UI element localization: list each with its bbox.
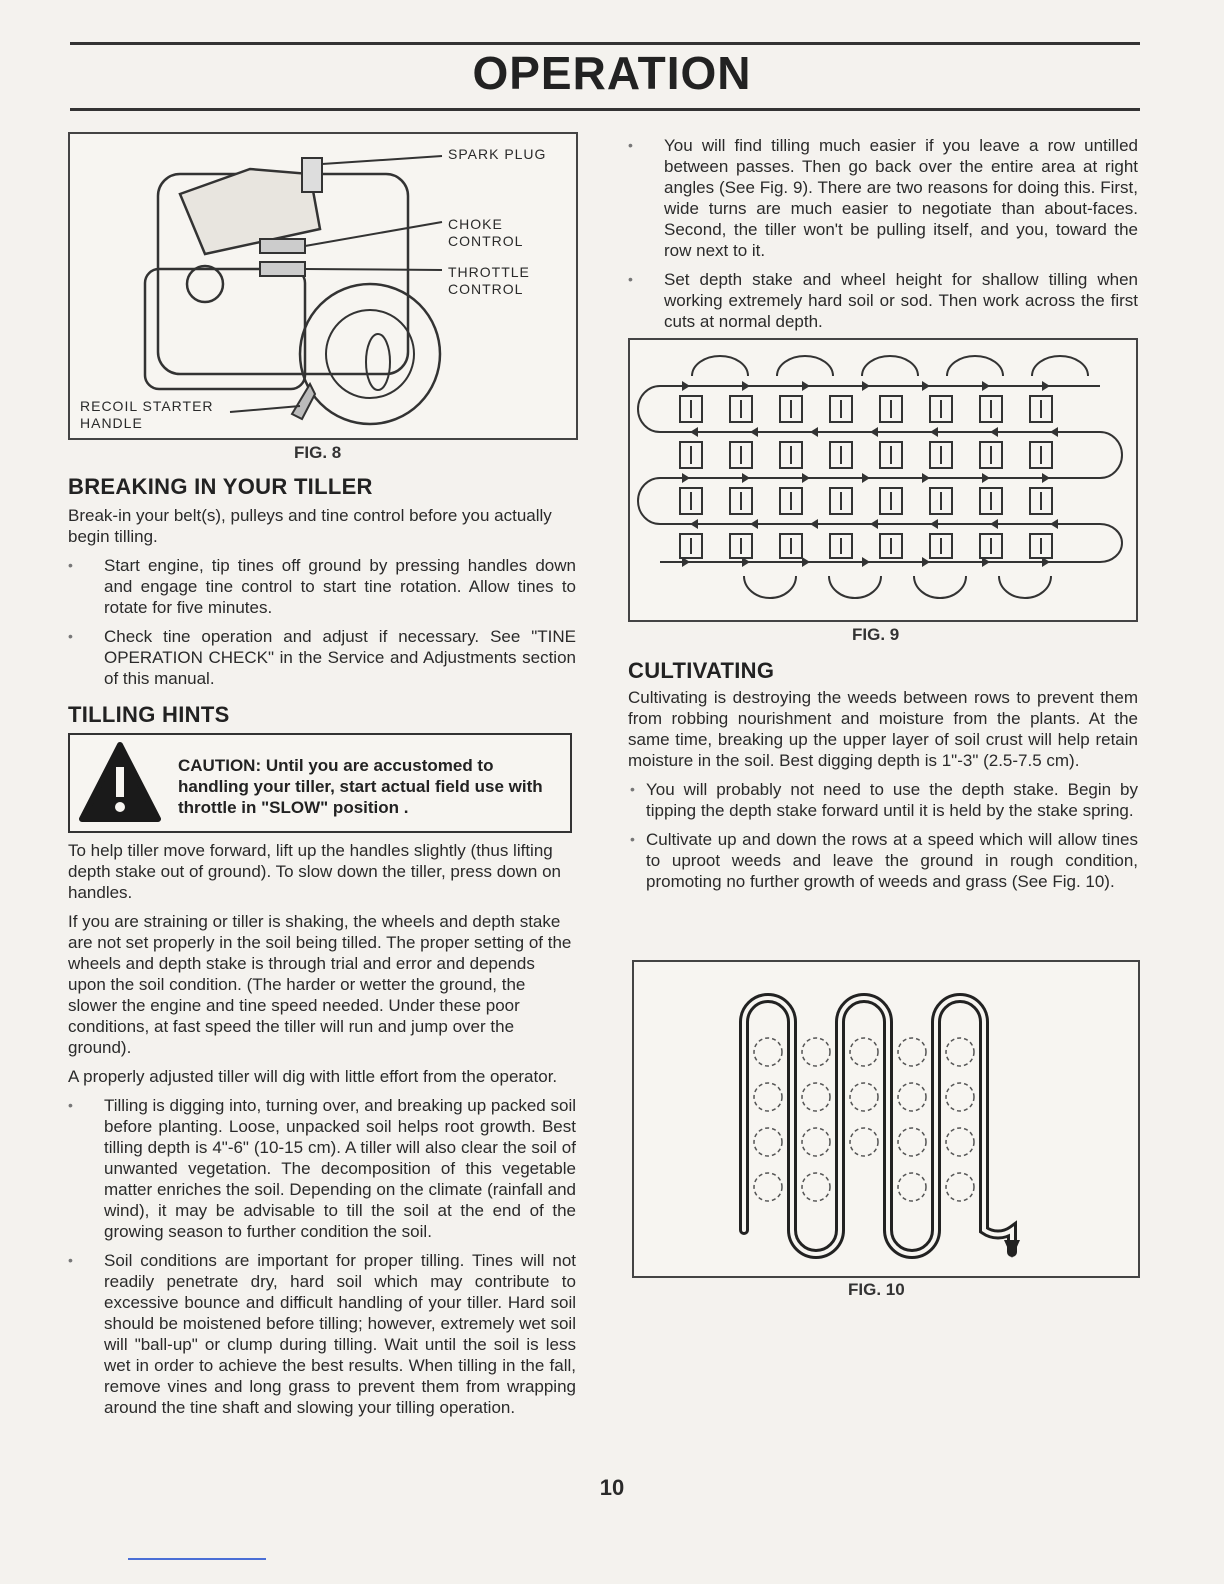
direction-arrow: [742, 381, 750, 391]
tilling-hints-list: [68, 1095, 576, 1418]
cultivating-section: [628, 660, 1138, 900]
breaking-in-section: [68, 476, 576, 697]
caution-box: [68, 733, 572, 833]
list-item: • Tilling is digging into, turning over, and breaking up packed soil before planting. Loose, unpacked soil helps root growth. Best tilling depth is 4"-6" (10-15 cm). A tiller will also clear the soil of unwanted vegetation. The decomposition of this vegetable matter enriches the soil. Depending on the climate (rainfall and wind), it may be advisable to till the soil at the end of the growing season to further condition the soil.: [68, 1095, 576, 1242]
direction-arrow: [802, 381, 810, 391]
warning-icon: [70, 735, 170, 831]
bottom-link-line: [128, 1558, 266, 1560]
list-item: • Cultivate up and down the rows at a speed which will allow tines to uproot weeds and leave the ground in rough condition, promoting no further growth of weeds and grass (See Fig. 10).: [628, 829, 1138, 892]
turn-arc: [999, 576, 1051, 598]
side-loop: [1100, 524, 1122, 562]
direction-arrow: [1042, 473, 1050, 483]
page-title: OPERATION: [472, 47, 752, 99]
direction-arrow: [862, 381, 870, 391]
cultivating-list: [628, 779, 1138, 892]
direction-arrow: [990, 427, 998, 437]
direction-arrow: [690, 519, 698, 529]
page-number: 10: [599, 1475, 625, 1500]
label-recoil-starter: RECOIL STARTER HANDLE: [80, 398, 214, 431]
title-rule: [70, 108, 1140, 111]
direction-arrow: [810, 519, 818, 529]
direction-arrow: [810, 427, 818, 437]
breaking-in-list: [68, 555, 576, 689]
fig9-illustration: [628, 338, 1138, 622]
direction-arrow: [982, 381, 990, 391]
direction-arrow: [750, 427, 758, 437]
label-spark-plug: SPARK PLUG: [448, 146, 547, 162]
turn-arc: [1032, 356, 1088, 376]
direction-arrow: [802, 473, 810, 483]
direction-arrow: [682, 381, 690, 391]
direction-arrow: [802, 557, 810, 567]
fig10-illustration: [632, 960, 1140, 1278]
list-item: • Start engine, tip tines off ground by pressing handles down and engage tine control to start tine rotation. Allow tines to rotate for five minutes.: [68, 555, 576, 618]
direction-arrow: [690, 427, 698, 437]
turn-arc: [862, 356, 918, 376]
direction-arrow: [742, 473, 750, 483]
tilling-paragraph: A properly adjusted tiller will dig with little effort from the operator.: [68, 1067, 558, 1086]
direction-arrow: [922, 381, 930, 391]
turn-arc: [829, 576, 881, 598]
tilling-hints-heading: TILLING HINTS: [68, 702, 230, 727]
direction-arrow: [922, 557, 930, 567]
cultivating-heading: CULTIVATING: [628, 658, 775, 683]
fig10-caption: FIG. 10: [848, 1280, 905, 1299]
direction-arrow: [982, 473, 990, 483]
list-item: • Check tine operation and adjust if necessary. See "TINE OPERATION CHECK" in the Service and Adjustments section of this manual.: [68, 626, 576, 689]
tilling-paragraph: If you are straining or tiller is shaking, the wheels and depth stake are not set properly in the soil being tilled. The proper setting of the wheels and depth stake is through trial and error and depends upon the soil condition. (The harder or wetter the ground, the slower the engine and tine speed needed. Under these poor conditions, at fast speed the tiller will run and jump over the ground).: [68, 912, 572, 1057]
turn-arc: [744, 576, 796, 598]
direction-arrow: [930, 519, 938, 529]
cultivating-intro: Cultivating is destroying the weeds between rows to prevent them from robbing nourishment and moisture from the plants. At the same time, breaking up the upper layer of soil crust will help retain moisture in the soil. Best digging depth is 1"-3" (2.5-7.5 cm).: [628, 688, 1138, 770]
breaking-in-intro: Break-in your belt(s), pulleys and tine control before you actually begin tilling.: [68, 506, 552, 546]
fig8-caption: FIG. 8: [294, 443, 342, 462]
turn-arc: [947, 356, 1003, 376]
top-rule: [70, 42, 1140, 45]
direction-arrow: [870, 519, 878, 529]
label-throttle-control: THROTTLE CONTROL: [448, 264, 530, 297]
tilling-hints-body: [68, 840, 576, 1426]
breaking-in-heading: BREAKING IN YOUR TILLER: [68, 474, 373, 499]
turn-arc: [777, 356, 833, 376]
right-tips-list: [628, 135, 1138, 332]
side-loop: [638, 386, 660, 432]
tilling-paragraph: To help tiller move forward, lift up the handles slightly (thus lifting depth stake out of ground). To slow down the tiller, press down on handles.: [68, 841, 561, 902]
list-item: • Set depth stake and wheel height for shallow tilling when working extremely hard soil or sod. Then work across the first cuts at normal depth.: [628, 269, 1138, 332]
caution-text: CAUTION: Until you are accustomed to handling your tiller, start actual field use with throttle in "SLOW" position .: [178, 756, 543, 817]
tilling-hints-heading-wrap: [68, 704, 576, 725]
direction-arrow: [682, 473, 690, 483]
direction-arrow: [862, 473, 870, 483]
list-item: • Soil conditions are important for proper tilling. Tines will not readily penetrate dry, hard soil which may contribute to excessive bounce and difficult handling of your tiller. Hard soil should be moistened before tilling; however, extremely wet soil will "ball-up" or clump during tilling. Wait until the soil is less wet in order to achieve the best results. When tilling in the fall, remove vines and long grass to prevent them from wrapping around the tine shaft and slowing your tilling operation.: [68, 1250, 576, 1418]
side-loop: [1100, 432, 1122, 478]
label-choke-control: CHOKE CONTROL: [448, 216, 524, 249]
direction-arrow: [870, 427, 878, 437]
side-loop: [638, 478, 660, 524]
direction-arrow: [1050, 427, 1058, 437]
direction-arrow: [750, 519, 758, 529]
list-item: • You will find tilling much easier if you leave a row untilled between passes. Then go back over the entire area at right angles (See Fig. 9). There are two reasons for doing this. First, wide turns are much easier to negotiate than about-faces. Second, the tiller won't be pulling itself, and you, toward the row next to it.: [628, 135, 1138, 261]
turn-arc: [914, 576, 966, 598]
direction-arrow: [990, 519, 998, 529]
fig9-caption: FIG. 9: [852, 625, 900, 644]
direction-arrow: [1050, 519, 1058, 529]
right-tips-section: [628, 135, 1138, 340]
fig8-illustration: [68, 132, 578, 440]
direction-arrow: [1042, 381, 1050, 391]
direction-arrow: [930, 427, 938, 437]
turn-arc: [692, 356, 748, 376]
list-item: • You will probably not need to use the depth stake. Begin by tipping the depth stake forward until it is held by the stake spring.: [628, 779, 1138, 821]
direction-arrow: [922, 473, 930, 483]
direction-arrow: [862, 557, 870, 567]
